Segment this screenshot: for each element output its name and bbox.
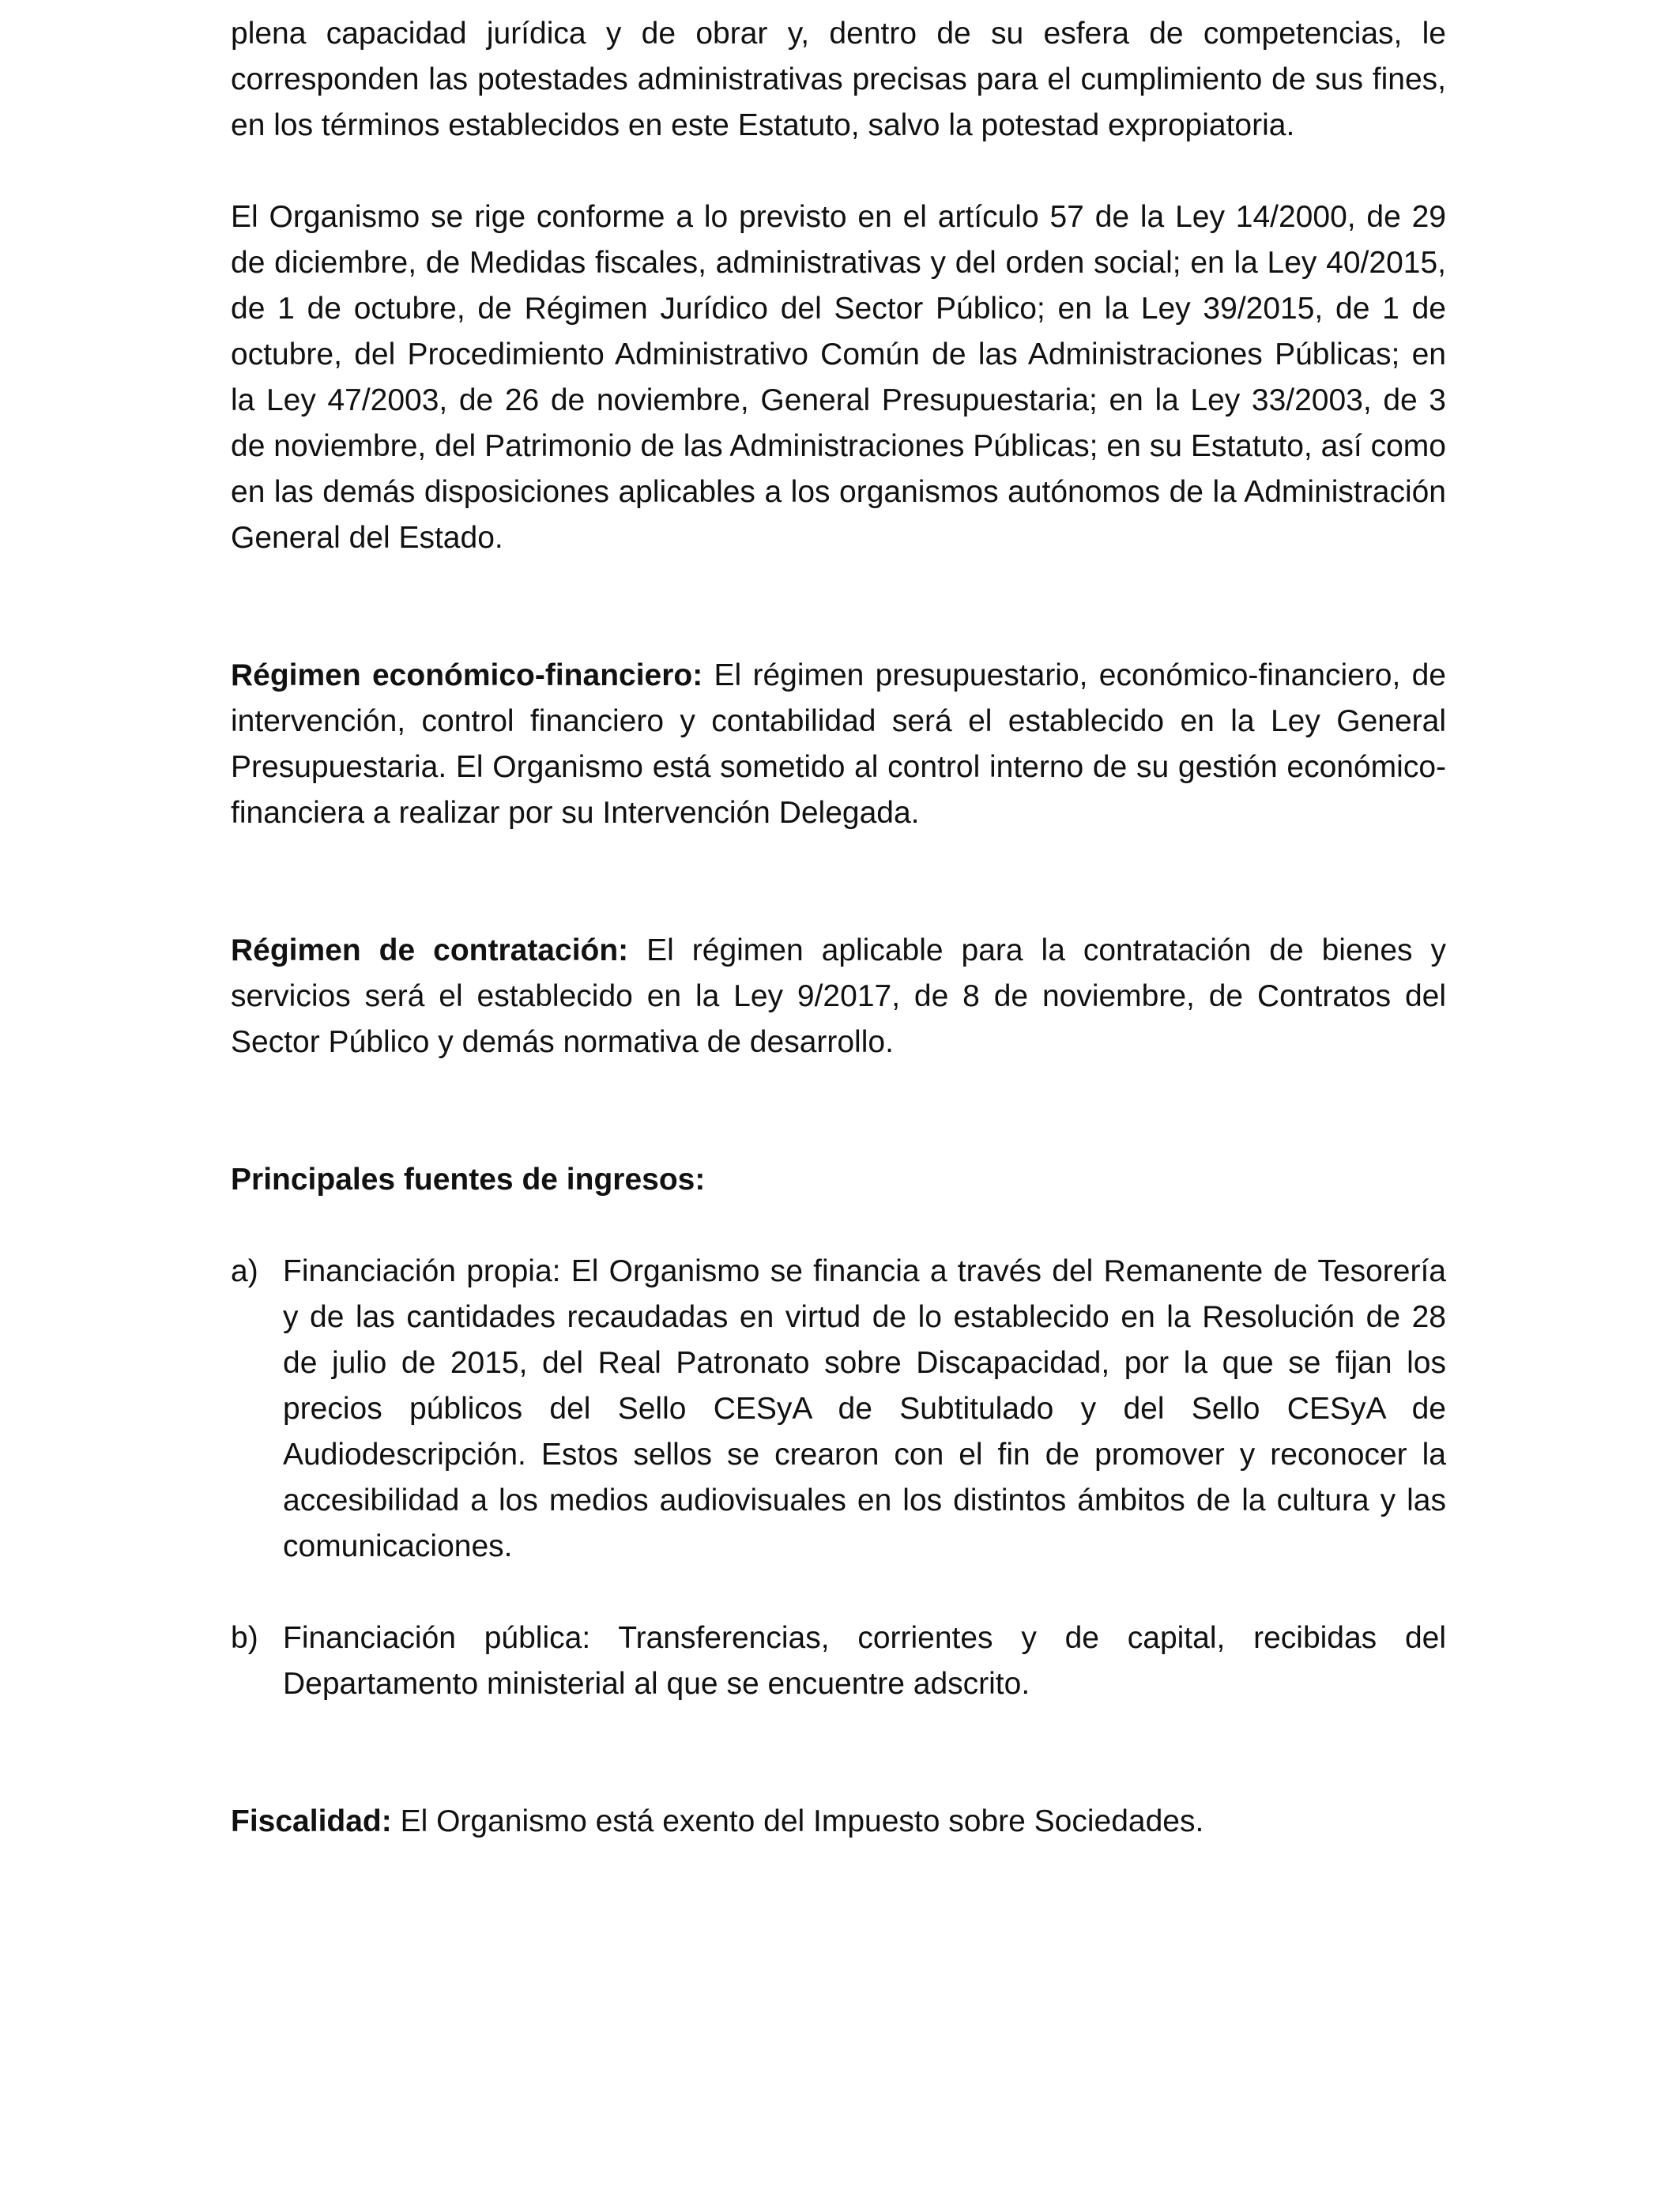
- income-source-text-b: Financiación pública: Transferencias, corrientes y de capital, recibidas del Departamento ministerial al que se encuentre adscrito.: [283, 1621, 1446, 1701]
- income-source-text-a: Financiación propia: El Organismo se financia a través del Remanente de Tesorería y de las cantidades recaudadas en virtud de lo establecido en la Resolución de 28 de julio de 2015, del Real Patronato sobre Discapacidad, por la que se fijan los precios públicos del Sello CESyA de Subtitulado y del Sello CESyA de Audiodescripción. Estos sellos se crearon con el fin de promover y reconocer la accesibilidad a los medios audiovisuales en los distintos ámbitos de la cultura y las comunicaciones.: [283, 1254, 1446, 1563]
- economic-regime-paragraph: [231, 653, 1446, 836]
- income-source-item-b: [231, 1615, 1446, 1707]
- section-spacer: [231, 1065, 1446, 1157]
- paragraph-legal-capacity: plena capacidad jurídica y de obrar y, dentro de su esfera de competencias, le corresponden las potestades administrativas precisas para el cumplimiento de sus fines, en los términos establecidos en este Estatuto, salvo la potestad expropiatoria.: [231, 17, 1446, 142]
- paragraph-governing-laws: El Organismo se rige conforme a lo previsto en el artículo 57 de la Ley 14/2000, de 29 de diciembre, de Medidas fiscales, administrativas y del orden social; en la Ley 40/2015, de 1 de octubre, de Régimen Jurídico del Sector Público; en la Ley 39/2015, de 1 de octubre, del Procedimiento Administrativo Común de las Administraciones Públicas; en la Ley 47/2003, de 26 de noviembre, General Presupuestaria; en la Ley 33/2003, de 3 de noviembre, del Patrimonio de las Administraciones Públicas; en su Estatuto, así como en las demás disposiciones aplicables a los organismos autónomos de la Administración General del Estado.: [231, 200, 1446, 555]
- section-spacer: [231, 561, 1446, 653]
- income-sources-heading: Principales fuentes de ingresos:: [231, 1163, 706, 1197]
- list-marker-b: b): [231, 1621, 258, 1655]
- taxation-paragraph: [231, 1799, 1446, 1845]
- economic-regime-text: El régimen presupuestario, económico-financiero, de intervención, control financiero y contabilidad será el establecido en la Ley General Presupuestaria. El Organismo está sometido al control interno de su gestión económico-financiera a realizar por su Intervención Delegada.: [231, 658, 1446, 830]
- contracting-regime-label: Régimen de contratación:: [231, 933, 629, 967]
- list-marker-a: a): [231, 1254, 258, 1288]
- contracting-regime-paragraph: [231, 928, 1446, 1065]
- document-content: [231, 11, 1446, 1845]
- paragraph-spacer: [231, 1203, 1446, 1249]
- income-sources-list: [231, 1249, 1446, 1707]
- income-source-item-a: [231, 1249, 1446, 1570]
- contracting-regime-text: El régimen aplicable para la contratación de bienes y servicios será el establecido en la Ley 9/2017, de 8 de noviembre, de Contratos del Sector Público y demás normativa de desarrollo.: [231, 933, 1447, 1059]
- paragraph-spacer: [231, 149, 1446, 194]
- taxation-label: Fiscalidad:: [231, 1804, 392, 1838]
- taxation-text: El Organismo está exento del Impuesto sobre Sociedades.: [391, 1804, 1204, 1838]
- economic-regime-label: Régimen económico-financiero:: [231, 658, 703, 692]
- section-spacer: [231, 836, 1446, 928]
- section-spacer: [231, 1707, 1446, 1799]
- list-spacer: [231, 1570, 1446, 1615]
